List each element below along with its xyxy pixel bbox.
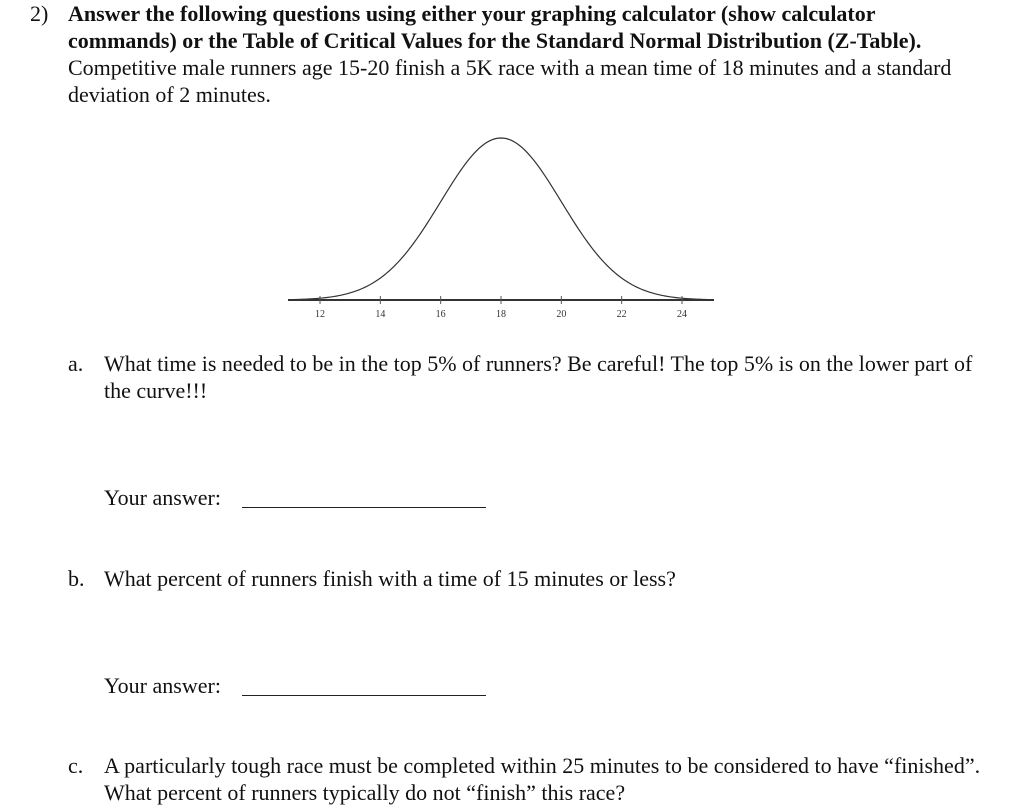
- answer-b-label: Your answer:: [104, 673, 221, 698]
- question-a-text: What time is needed to be in the top 5% of runners? Be careful! The top 5% is on the lower part of the curve!!!: [104, 351, 973, 403]
- problem-context: Competitive male runners age 15-20 finish a 5K race with a mean time of 18 minutes and a standard deviation of 2 minutes.: [68, 55, 952, 107]
- normal-curve-chart: [286, 128, 716, 324]
- problem-instructions: Answer the following questions using either your graphing calculator (show calculator commands) or the Table of Critical Values for the Standard Normal Distribution (Z-Table).: [68, 1, 922, 53]
- x-tick-label-24: 24: [677, 309, 687, 320]
- x-tick-label-18: 18: [496, 309, 506, 320]
- x-tick-label-16: 16: [435, 309, 446, 320]
- question-c-letter: c.: [68, 753, 84, 778]
- question-b-text: What percent of runners finish with a time of 15 minutes or less?: [104, 566, 676, 591]
- question-b-letter: b.: [68, 566, 85, 591]
- x-tick-label-22: 22: [616, 309, 627, 320]
- normal-curve-line: [290, 138, 712, 300]
- answer-b-blank[interactable]: [242, 695, 486, 696]
- problem-statement: [68, 0, 978, 108]
- answer-b-row: [104, 672, 221, 699]
- x-tick-label-14: 14: [375, 309, 386, 320]
- problem-number: 2): [30, 1, 49, 26]
- x-tick-label-20: 20: [556, 309, 567, 320]
- question-a-letter: a.: [68, 351, 84, 376]
- normal-curve-figure: [286, 128, 716, 324]
- answer-a-row: [104, 484, 221, 511]
- x-tick-label-12: 12: [315, 309, 325, 320]
- answer-a-label: Your answer:: [104, 485, 221, 510]
- answer-a-blank[interactable]: [242, 507, 486, 508]
- question-c-text: A particularly tough race must be completed within 25 minutes to be considered to have “finished”. What percent of runners typically do not “finish” this race?: [104, 753, 981, 805]
